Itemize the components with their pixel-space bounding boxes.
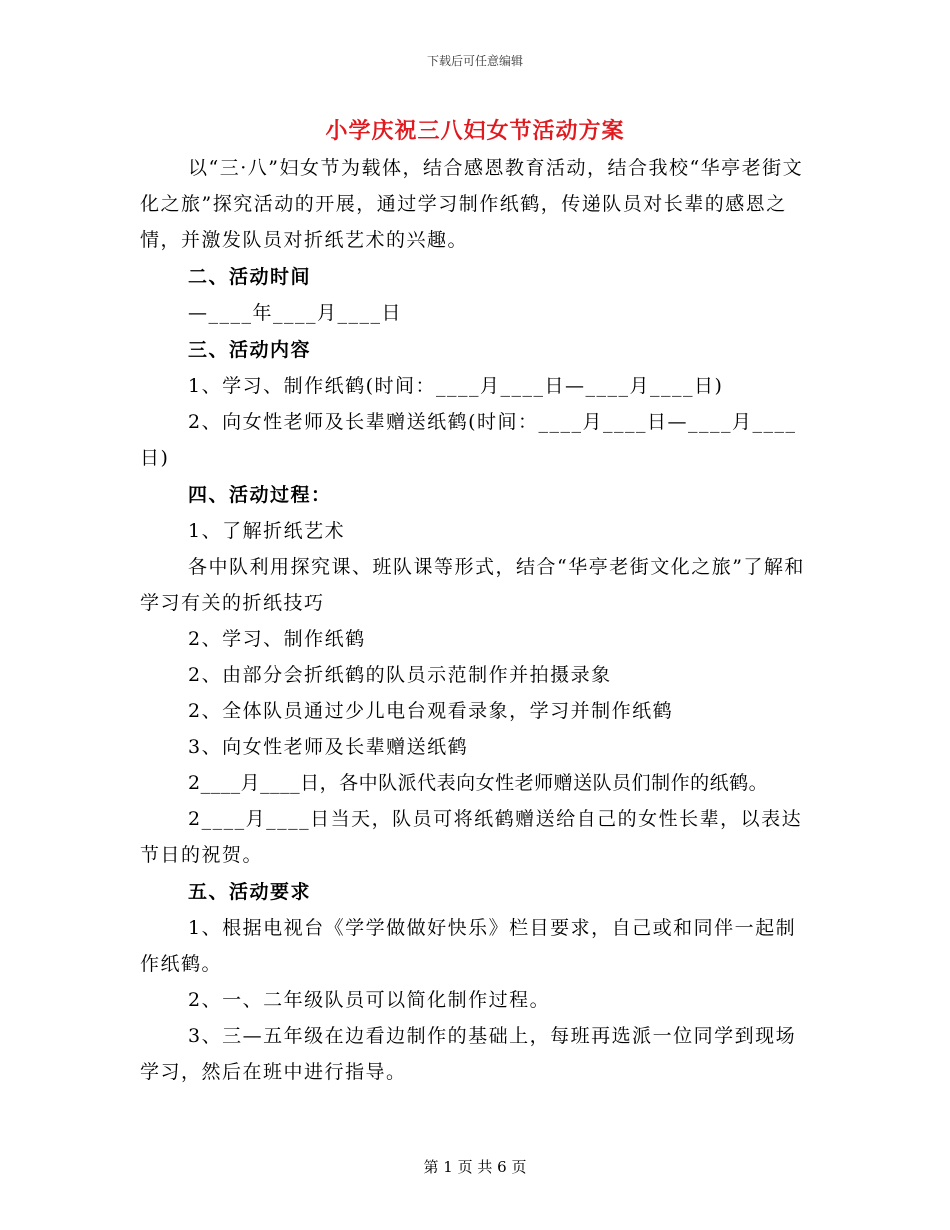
header-note: 下载后可任意编辑 [426, 54, 523, 68]
requirement-item-1: 1、根据电视台《学学做做好快乐》栏目要求，自己或和同伴一起制作纸鹤。 [140, 917, 797, 975]
intro-paragraph: 以“三·八”妇女节为载体，结合感恩教育活动，结合我校“华亭老街文化之旅”探究活动的开展，通过学习制作纸鹤，传递队员对长辈的感恩之情，并激发队员对折纸艺术的兴趣。 [140, 157, 804, 251]
process-step-3-b: 2____月____日当天，队员可将纸鹤赠送给自己的女性长辈，以表达节日的祝贺。 [140, 808, 803, 866]
process-step-2-b: 2、全体队员通过少儿电台观看录象，学习并制作纸鹤 [188, 700, 674, 722]
document-body [140, 150, 812, 1090]
section-heading-process: 四、活动过程： [188, 484, 332, 506]
process-step-2-title: 2、学习、制作纸鹤 [188, 628, 366, 650]
section-heading-requirements: 五、活动要求 [188, 881, 312, 903]
process-step-3-title: 3、向女性老师及长辈赠送纸鹤 [188, 736, 469, 758]
section-heading-content: 三、活动内容 [188, 339, 312, 361]
activity-date-line: —____年____月____日 [188, 302, 403, 324]
requirement-item-3: 3、三—五年级在边看边制作的基础上，每班再选派一位同学到现场学习，然后在班中进行指导。 [140, 1025, 797, 1083]
content-item-1: 1、学习、制作纸鹤(时间：____月____日—____月____日) [188, 375, 724, 397]
process-step-1-text: 各中队利用探究课、班队课等形式，结合“华亭老街文化之旅”了解和学习有关的折纸技巧 [140, 556, 805, 614]
section-heading-time: 二、活动时间 [188, 266, 312, 288]
process-step-2-a: 2、由部分会折纸鹤的队员示范制作并拍摄录象 [188, 664, 612, 686]
document-title: 小学庆祝三八妇女节活动方案 [325, 118, 625, 144]
requirement-item-2: 2、一、二年级队员可以简化制作过程。 [188, 989, 551, 1011]
process-step-1-title: 1、了解折纸艺术 [188, 520, 346, 542]
process-step-3-a: 2____月____日，各中队派代表向女性老师赠送队员们制作的纸鹤。 [188, 772, 769, 794]
content-item-2: 2、向女性老师及长辈赠送纸鹤(时间：____月____日—____月____日) [140, 411, 797, 469]
page-footer: 第 1 页 共 6 页 [423, 1158, 527, 1176]
